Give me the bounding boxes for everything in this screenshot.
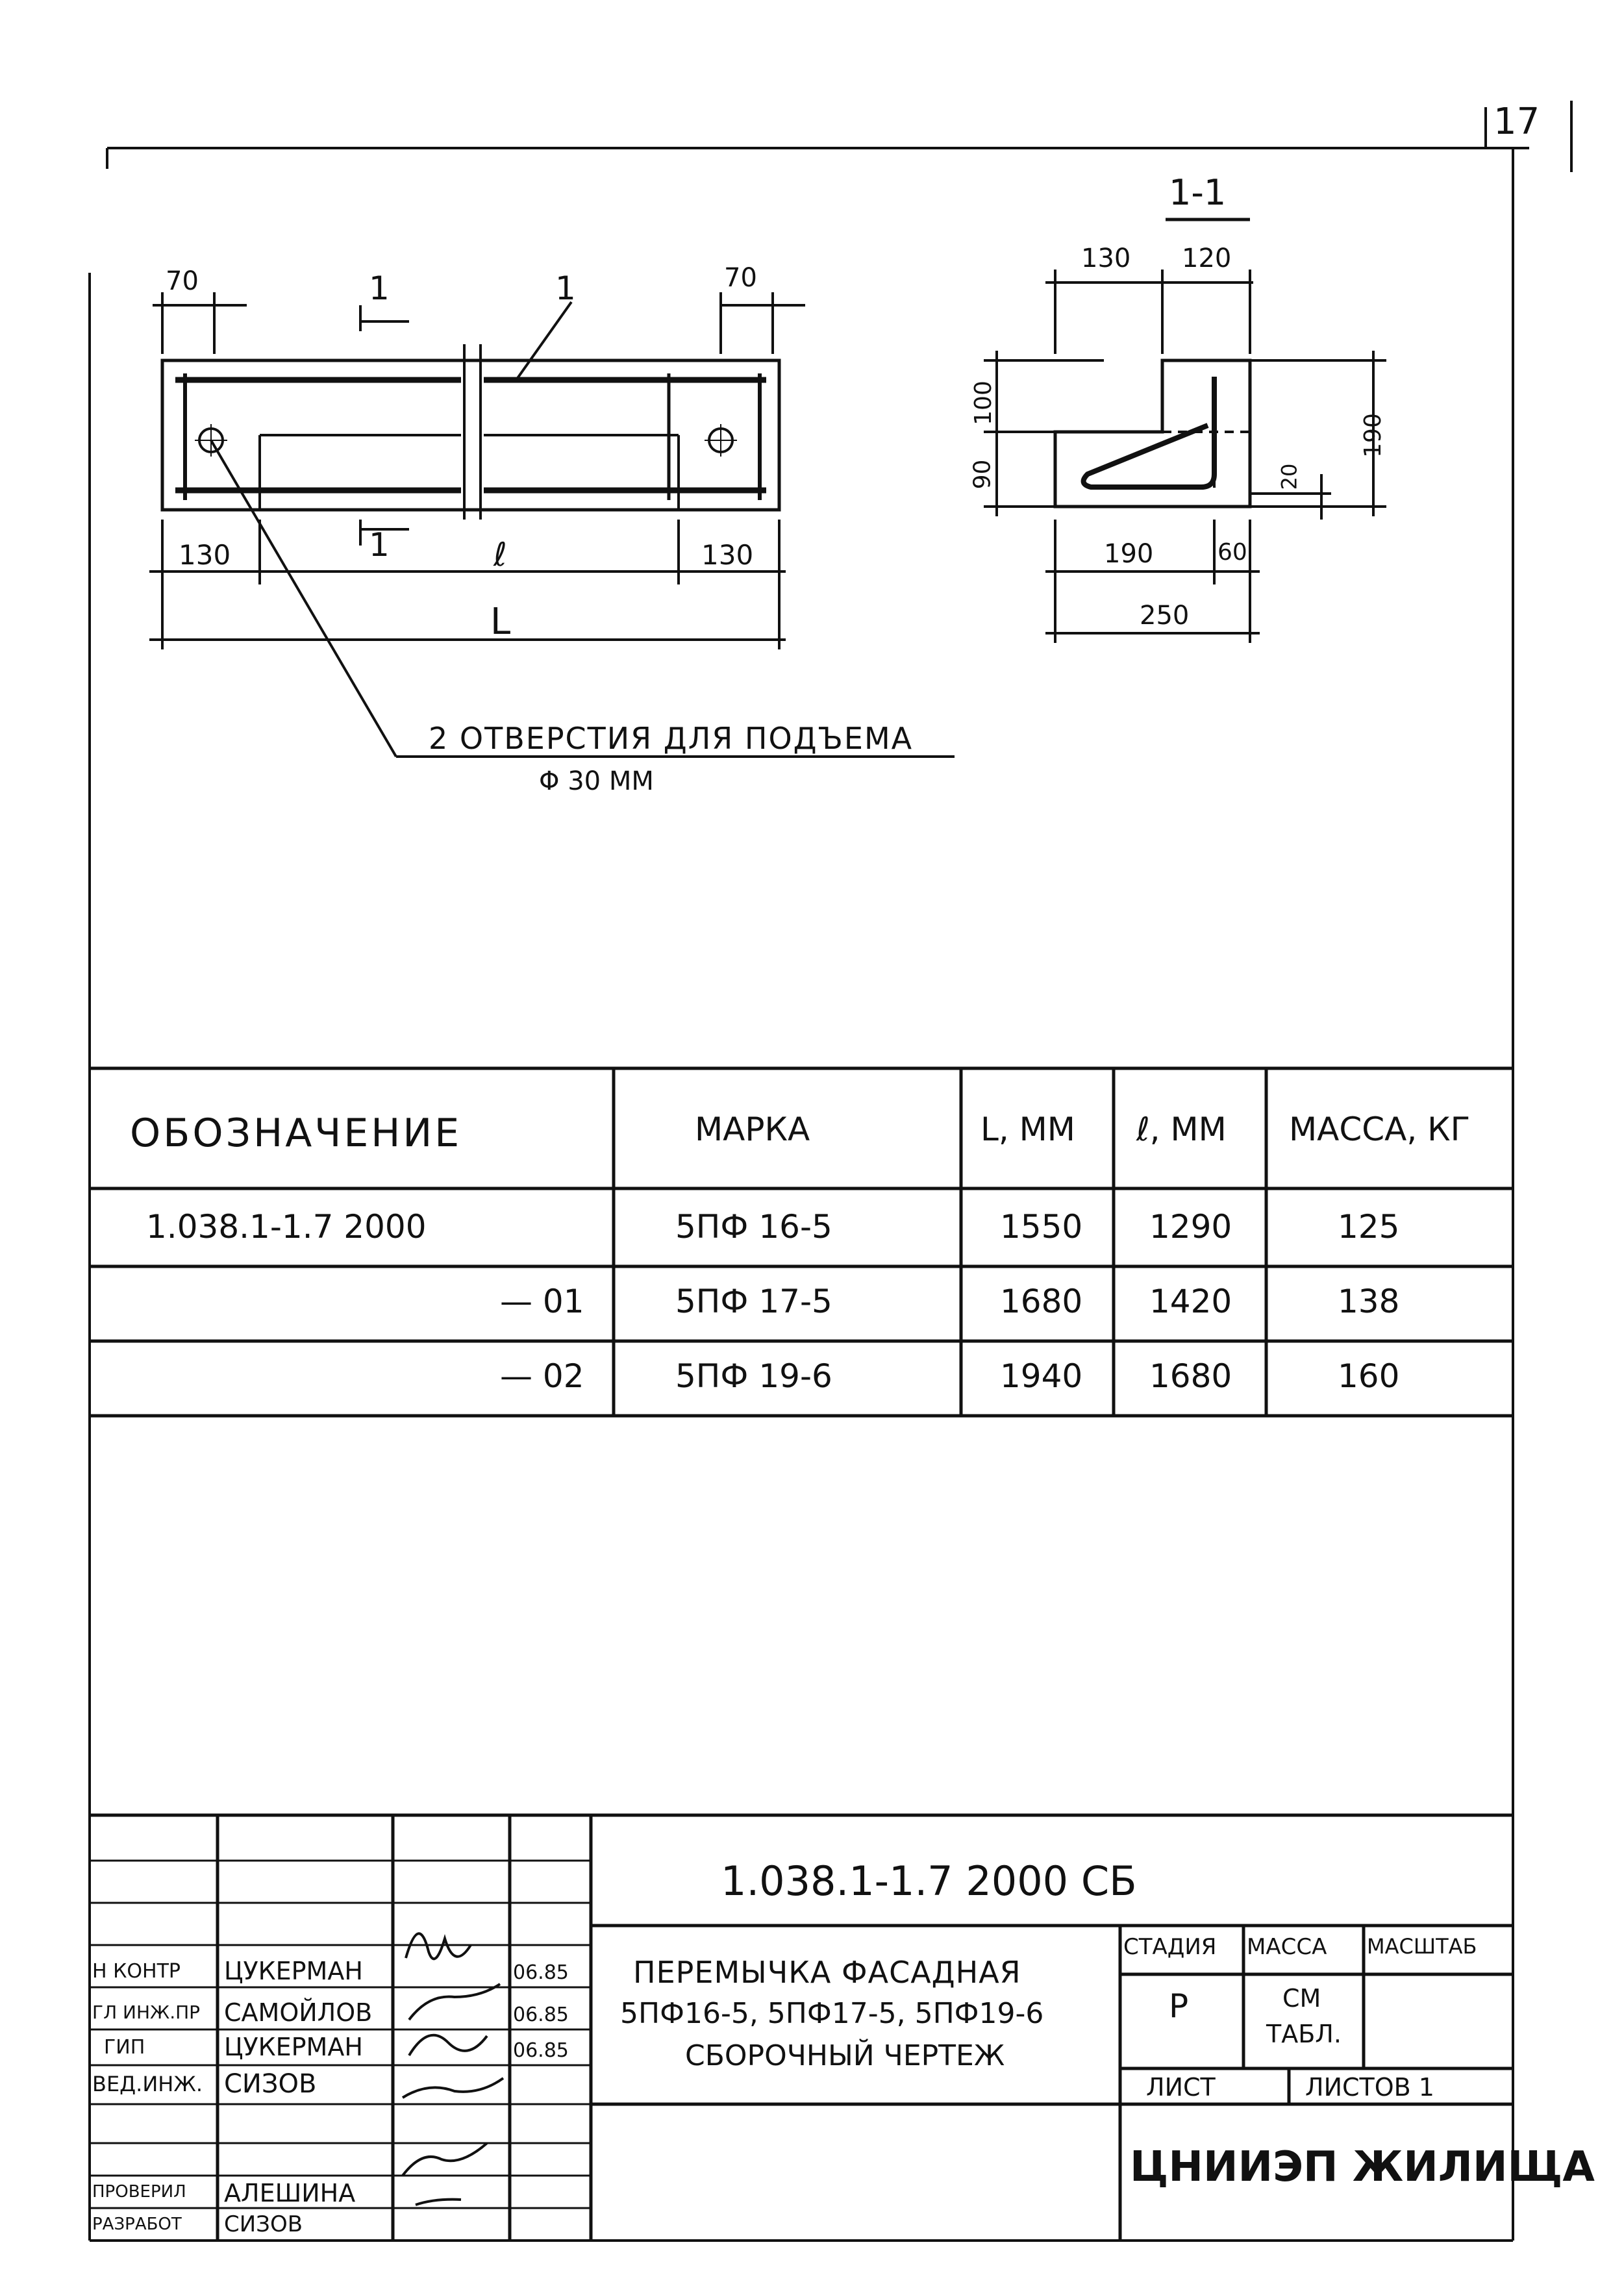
dim-right-end: 130 [701, 539, 754, 571]
mass-value-1: СМ [1282, 1984, 1321, 2013]
signer-role: ГЛ ИНЖ.ПР [92, 2002, 201, 2023]
section-mark-bottom: 1 [369, 526, 390, 564]
td-L: 1550 [1000, 1208, 1083, 1246]
td-mark: 5ПФ 19-6 [675, 1357, 832, 1395]
signer-date: 06.85 [513, 1961, 569, 1984]
organization: ЦНИИЭП ЖИЛИЩА [1130, 2143, 1595, 2191]
td-mark: 5ПФ 17-5 [675, 1283, 832, 1320]
sec-dim-bottom-right: 60 [1218, 539, 1247, 566]
th-L: L, ММ [981, 1111, 1075, 1148]
dim-middle: ℓ [493, 536, 507, 573]
page-number: 17 [1493, 101, 1540, 143]
mass-value-2: ТАБЛ. [1266, 2020, 1342, 2048]
td-L: 1940 [1000, 1357, 1083, 1395]
dim-right-offset: 70 [724, 263, 757, 293]
note-line2: Φ 30 ММ [539, 766, 654, 796]
td-mass: 160 [1338, 1357, 1400, 1395]
th-designation: ОБОЗНАЧЕНИЕ [130, 1111, 462, 1156]
td-L: 1680 [1000, 1283, 1083, 1320]
signatures [403, 1933, 503, 2205]
stage-value: Р [1169, 1987, 1189, 2025]
td-mass: 138 [1338, 1283, 1400, 1320]
signer-role: ГИП [104, 2036, 145, 2059]
sec-dim-left-lower: 90 [969, 459, 996, 490]
sheets-label: ЛИСТОВ 1 [1305, 2073, 1434, 2102]
section-view [984, 220, 1386, 643]
scale-header: МАСШТАБ [1367, 1934, 1477, 1959]
plan-view [149, 292, 955, 757]
signer-name: ЦУКЕРМАН [224, 1957, 363, 1985]
title-line1: ПЕРЕМЫЧКА ФАСАДНАЯ [633, 1955, 1021, 1990]
sec-dim-top-left: 130 [1081, 244, 1131, 273]
leader-label: 1 [555, 270, 576, 307]
section-title: 1-1 [1169, 172, 1227, 213]
td-designation: 1.038.1-1.7 2000 [146, 1208, 427, 1246]
td-designation: — 01 [500, 1283, 584, 1320]
td-mark: 5ПФ 16-5 [675, 1208, 832, 1246]
signer-role: РАЗРАБОТ [92, 2215, 182, 2234]
sec-dim-bottom-total: 250 [1140, 601, 1190, 631]
td-designation: — 02 [500, 1357, 584, 1395]
signer-name: СИЗОВ [224, 2069, 317, 2099]
mass-header: МАССА [1247, 1934, 1327, 1960]
title-line3: СБОРОЧНЫЙ ЧЕРТЕЖ [685, 2039, 1005, 2072]
signer-role: ВЕД.ИНЖ. [92, 2072, 203, 2096]
signer-name: АЛЕШИНА [224, 2179, 356, 2207]
sec-dim-bottom-left: 190 [1104, 539, 1154, 569]
signer-role: ПРОВЕРИЛ [92, 2182, 186, 2202]
th-mark: МАРКА [695, 1111, 810, 1148]
stage-header: СТАДИЯ [1123, 1934, 1217, 1960]
dim-total: L [490, 601, 511, 643]
signer-date: 06.85 [513, 2003, 569, 2026]
title-line2: 5ПФ16-5, 5ПФ17-5, 5ПФ19-6 [620, 1997, 1044, 2030]
dim-left-offset: 70 [166, 266, 199, 296]
note-line1: 2 ОТВЕРСТИЯ ДЛЯ ПОДЪЕМА [429, 721, 914, 756]
dim-left-end: 130 [179, 539, 231, 571]
signer-name: ЦУКЕРМАН [224, 2033, 363, 2061]
sec-dim-right-small: 20 [1277, 463, 1302, 490]
th-mass: МАССА, КГ [1289, 1111, 1471, 1148]
th-l: ℓ, ММ [1136, 1111, 1227, 1148]
sec-dim-left-upper: 100 [969, 381, 997, 425]
signer-role: Н КОНТР [92, 1960, 181, 1983]
signer-name: САМОЙЛОВ [224, 1998, 373, 2027]
signer-name: СИЗОВ [224, 2211, 303, 2237]
td-l: 1290 [1149, 1208, 1232, 1246]
sheet-label: ЛИСТ [1146, 2073, 1216, 2102]
section-mark-top: 1 [369, 270, 390, 307]
sec-dim-right-total: 190 [1359, 413, 1386, 458]
td-mass: 125 [1338, 1208, 1400, 1246]
sec-dim-top-right: 120 [1182, 244, 1232, 273]
td-l: 1680 [1149, 1357, 1232, 1395]
td-l: 1420 [1149, 1283, 1232, 1320]
doc-code: 1.038.1-1.7 2000 СБ [721, 1857, 1137, 1905]
signer-date: 06.85 [513, 2039, 569, 2062]
